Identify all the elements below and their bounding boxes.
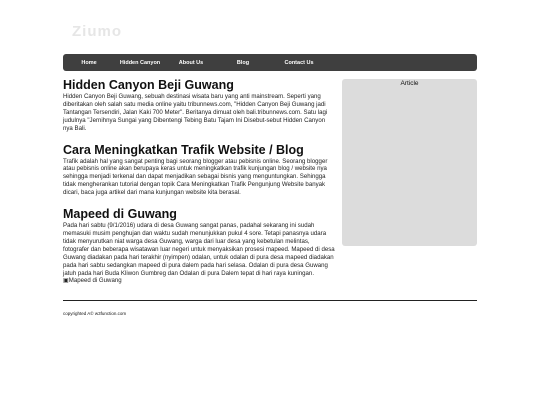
post-title[interactable]: Hidden Canyon Beji Guwang bbox=[63, 78, 234, 92]
footer-divider bbox=[63, 300, 477, 301]
post-body-text: Pada hari sabtu (9/1/2016) udara di desa Guwang sangat panas, padahal sekarang ini sudah memasuki musim penghujan dan waktu sudah menunjukkan pukul 4 sore. Tetapi panasnya udara tidak menyurutkan niat warga desa Guwang, warga dari luar desa yang kebetulan melintas, fotografer dan beberapa wisatawan luar negeri untuk menyaksikan prosesi mapeed. Mapeed di desa Guwang diadakan pada hari terakhir (nyimpen) odalan, untuk odalan di pura desa mapeed diadakan pada hari sabtu sedangkan mapeed di pura dalem pada hari selasa. Odalan di pura desa Guwang jatuh pada hari Buda Kliwon Gumbreg dan Odalan di pura Dalem tepat di hari raya kuningan. bbox=[63, 222, 335, 277]
site-logo[interactable]: Ziumo bbox=[72, 23, 122, 40]
main-navbar bbox=[63, 54, 477, 71]
post-body: Trafik adalah hal yang sangat penting bagi seorang blogger atau pebisnis online. Seorang blogger atau pebisnis online akan berupaya keras untuk meningkatkan trafik kunjungan blog / website nya sehingga menjadi terkenal dan dapat menjadikan sebagai bisnis yang menguntungkan. Sehingga tidak mengherankan tutorial dengan topik Cara Meningkatkan Trafik Pengunjung Website banyak dicari, baca juga artikel dari mana kunjungan website kita berasal. bbox=[63, 157, 328, 197]
nav-item-hidden-canyon[interactable]: Hidden Canyon bbox=[119, 59, 161, 66]
sidebar bbox=[342, 79, 477, 246]
post-body: Hidden Canyon Beji Guwang, sebuah destinasi wisata baru yang anti mainstream. Seperti yang diberitakan oleh salah satu media online yaitu tribunnews.com, "Hidden Canyon Beji Guwang jadi Tantangan Tersendiri, Jalan Kaki 700 Meter". Beritanya dimuat oleh bali.tribunnews.com. Satu lagi judulnya "Jernihnya Sungai yang Dibentengi Tebing Batu Tajam Ini Disebut-sebut Hidden Canyon nya Bali. bbox=[63, 93, 328, 132]
image-alt-text: Mapeed di Guwang bbox=[68, 277, 122, 285]
main-content bbox=[63, 78, 335, 295]
post-trafik-website bbox=[63, 143, 335, 198]
post-title[interactable]: Mapeed di Guwang bbox=[63, 207, 177, 222]
nav-item-blog[interactable]: Blog bbox=[236, 59, 250, 66]
footer-copyright: copyrighted A© w3function.com bbox=[63, 311, 127, 316]
footer bbox=[63, 311, 126, 316]
nav-item-home[interactable]: Home bbox=[81, 59, 97, 66]
post-body bbox=[63, 222, 335, 285]
nav-item-about-us[interactable]: About Us bbox=[178, 59, 204, 66]
post-mapeed bbox=[63, 207, 335, 285]
post-hidden-canyon bbox=[63, 78, 335, 133]
nav-item-contact-us[interactable]: Contact Us bbox=[284, 59, 314, 66]
post-title[interactable]: Cara Meningkatkan Trafik Website / Blog bbox=[63, 142, 304, 157]
broken-image-icon: ▣ bbox=[63, 277, 69, 285]
sidebar-title: Article bbox=[400, 80, 419, 87]
